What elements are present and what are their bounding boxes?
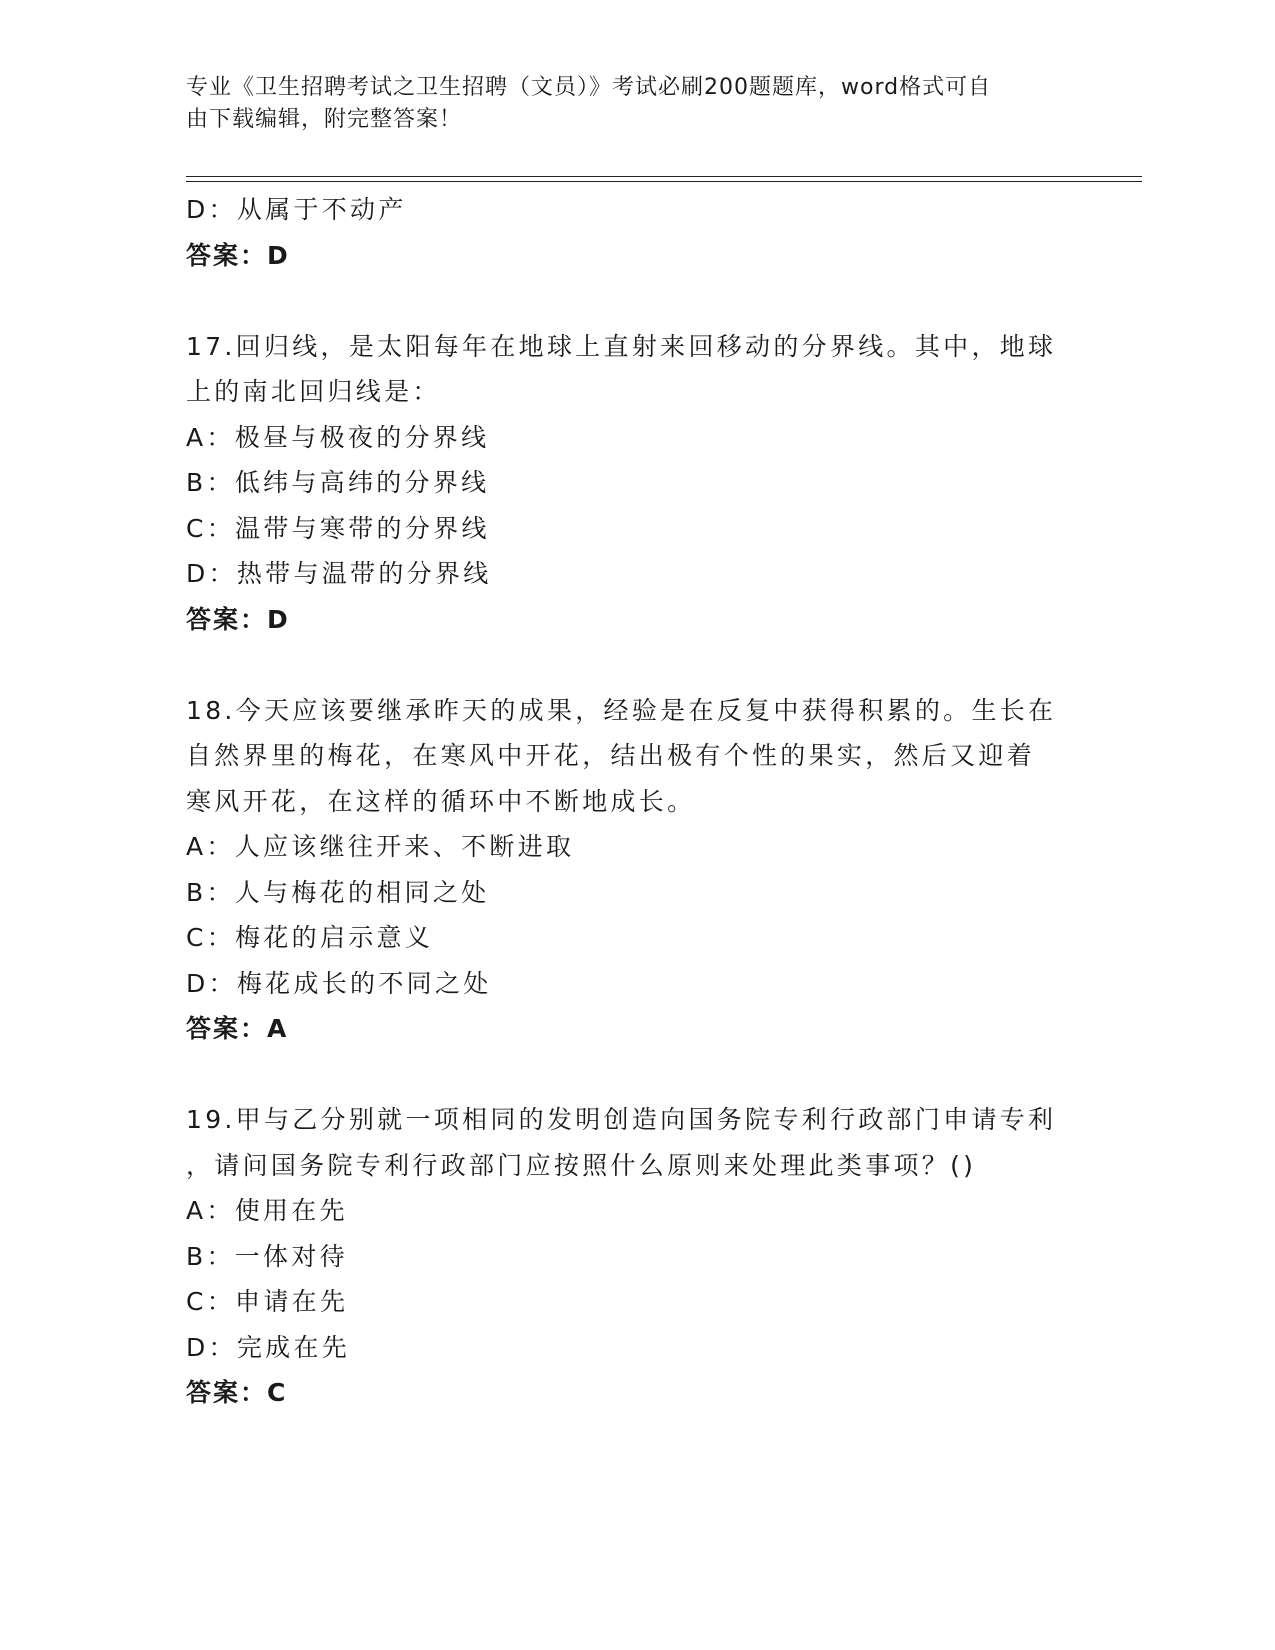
question-text-line: 19.甲与乙分别就一项相同的发明创造向国务院专利行政部门申请专利 bbox=[186, 1105, 1057, 1134]
answer-line: 答案：D bbox=[186, 604, 290, 634]
option-d: D：梅花成长的不同之处 bbox=[186, 968, 492, 998]
header-divider-top bbox=[186, 176, 1142, 177]
option-c: C：梅花的启示意义 bbox=[186, 923, 434, 952]
question-text-line: 17.回归线，是太阳每年在地球上直射来回移动的分界线。其中，地球 bbox=[186, 331, 1057, 361]
option-a: A：人应该继往开来、不断进取 bbox=[186, 832, 575, 861]
question-content bbox=[186, 187, 1066, 1416]
option-b: B：人与梅花的相同之处 bbox=[186, 877, 490, 907]
question-text-line: 上的南北回归线是： bbox=[186, 377, 441, 406]
question-text-line: 自然界里的梅花，在寒风中开花，结出极有个性的果实，然后又迎着 bbox=[186, 741, 1036, 770]
answer-line: 答案：D bbox=[186, 240, 290, 270]
option-d: D：从属于不动产 bbox=[186, 195, 407, 224]
option-a: A：极昼与极夜的分界线 bbox=[186, 422, 490, 452]
header-divider-bottom bbox=[186, 181, 1142, 182]
question-19 bbox=[186, 1097, 1066, 1416]
spacer bbox=[186, 642, 1066, 688]
answer-line: 答案：C bbox=[186, 1378, 288, 1407]
question-text-line: 寒风开花，在这样的循环中不断地成长。 bbox=[186, 786, 696, 816]
document-header bbox=[186, 72, 1076, 136]
answer-line: 答案：A bbox=[186, 1014, 289, 1043]
header-line-2: 由下载编辑，附完整答案！ bbox=[186, 107, 463, 132]
previous-question-tail bbox=[186, 187, 1066, 278]
option-c: C：温带与寒带的分界线 bbox=[186, 513, 490, 543]
spacer bbox=[186, 1052, 1066, 1098]
option-d: D：完成在先 bbox=[186, 1332, 351, 1362]
question-text-line: ，请问国务院专利行政部门应按照什么原则来处理此类事项？() bbox=[186, 1150, 977, 1180]
option-d: D：热带与温带的分界线 bbox=[186, 559, 492, 588]
spacer bbox=[186, 278, 1066, 324]
option-a: A：使用在先 bbox=[186, 1196, 348, 1225]
option-b: B：一体对待 bbox=[186, 1241, 348, 1271]
option-c: C：申请在先 bbox=[186, 1287, 349, 1316]
question-18 bbox=[186, 688, 1066, 1052]
question-17 bbox=[186, 324, 1066, 643]
header-line-1: 专业《卫生招聘考试之卫生招聘（文员）》考试必刷200题题库，word格式可自 bbox=[186, 75, 992, 100]
option-b: B：低纬与高纬的分界线 bbox=[186, 468, 490, 497]
question-text-line: 18.今天应该要继承昨天的成果，经验是在反复中获得积累的。生长在 bbox=[186, 695, 1057, 725]
